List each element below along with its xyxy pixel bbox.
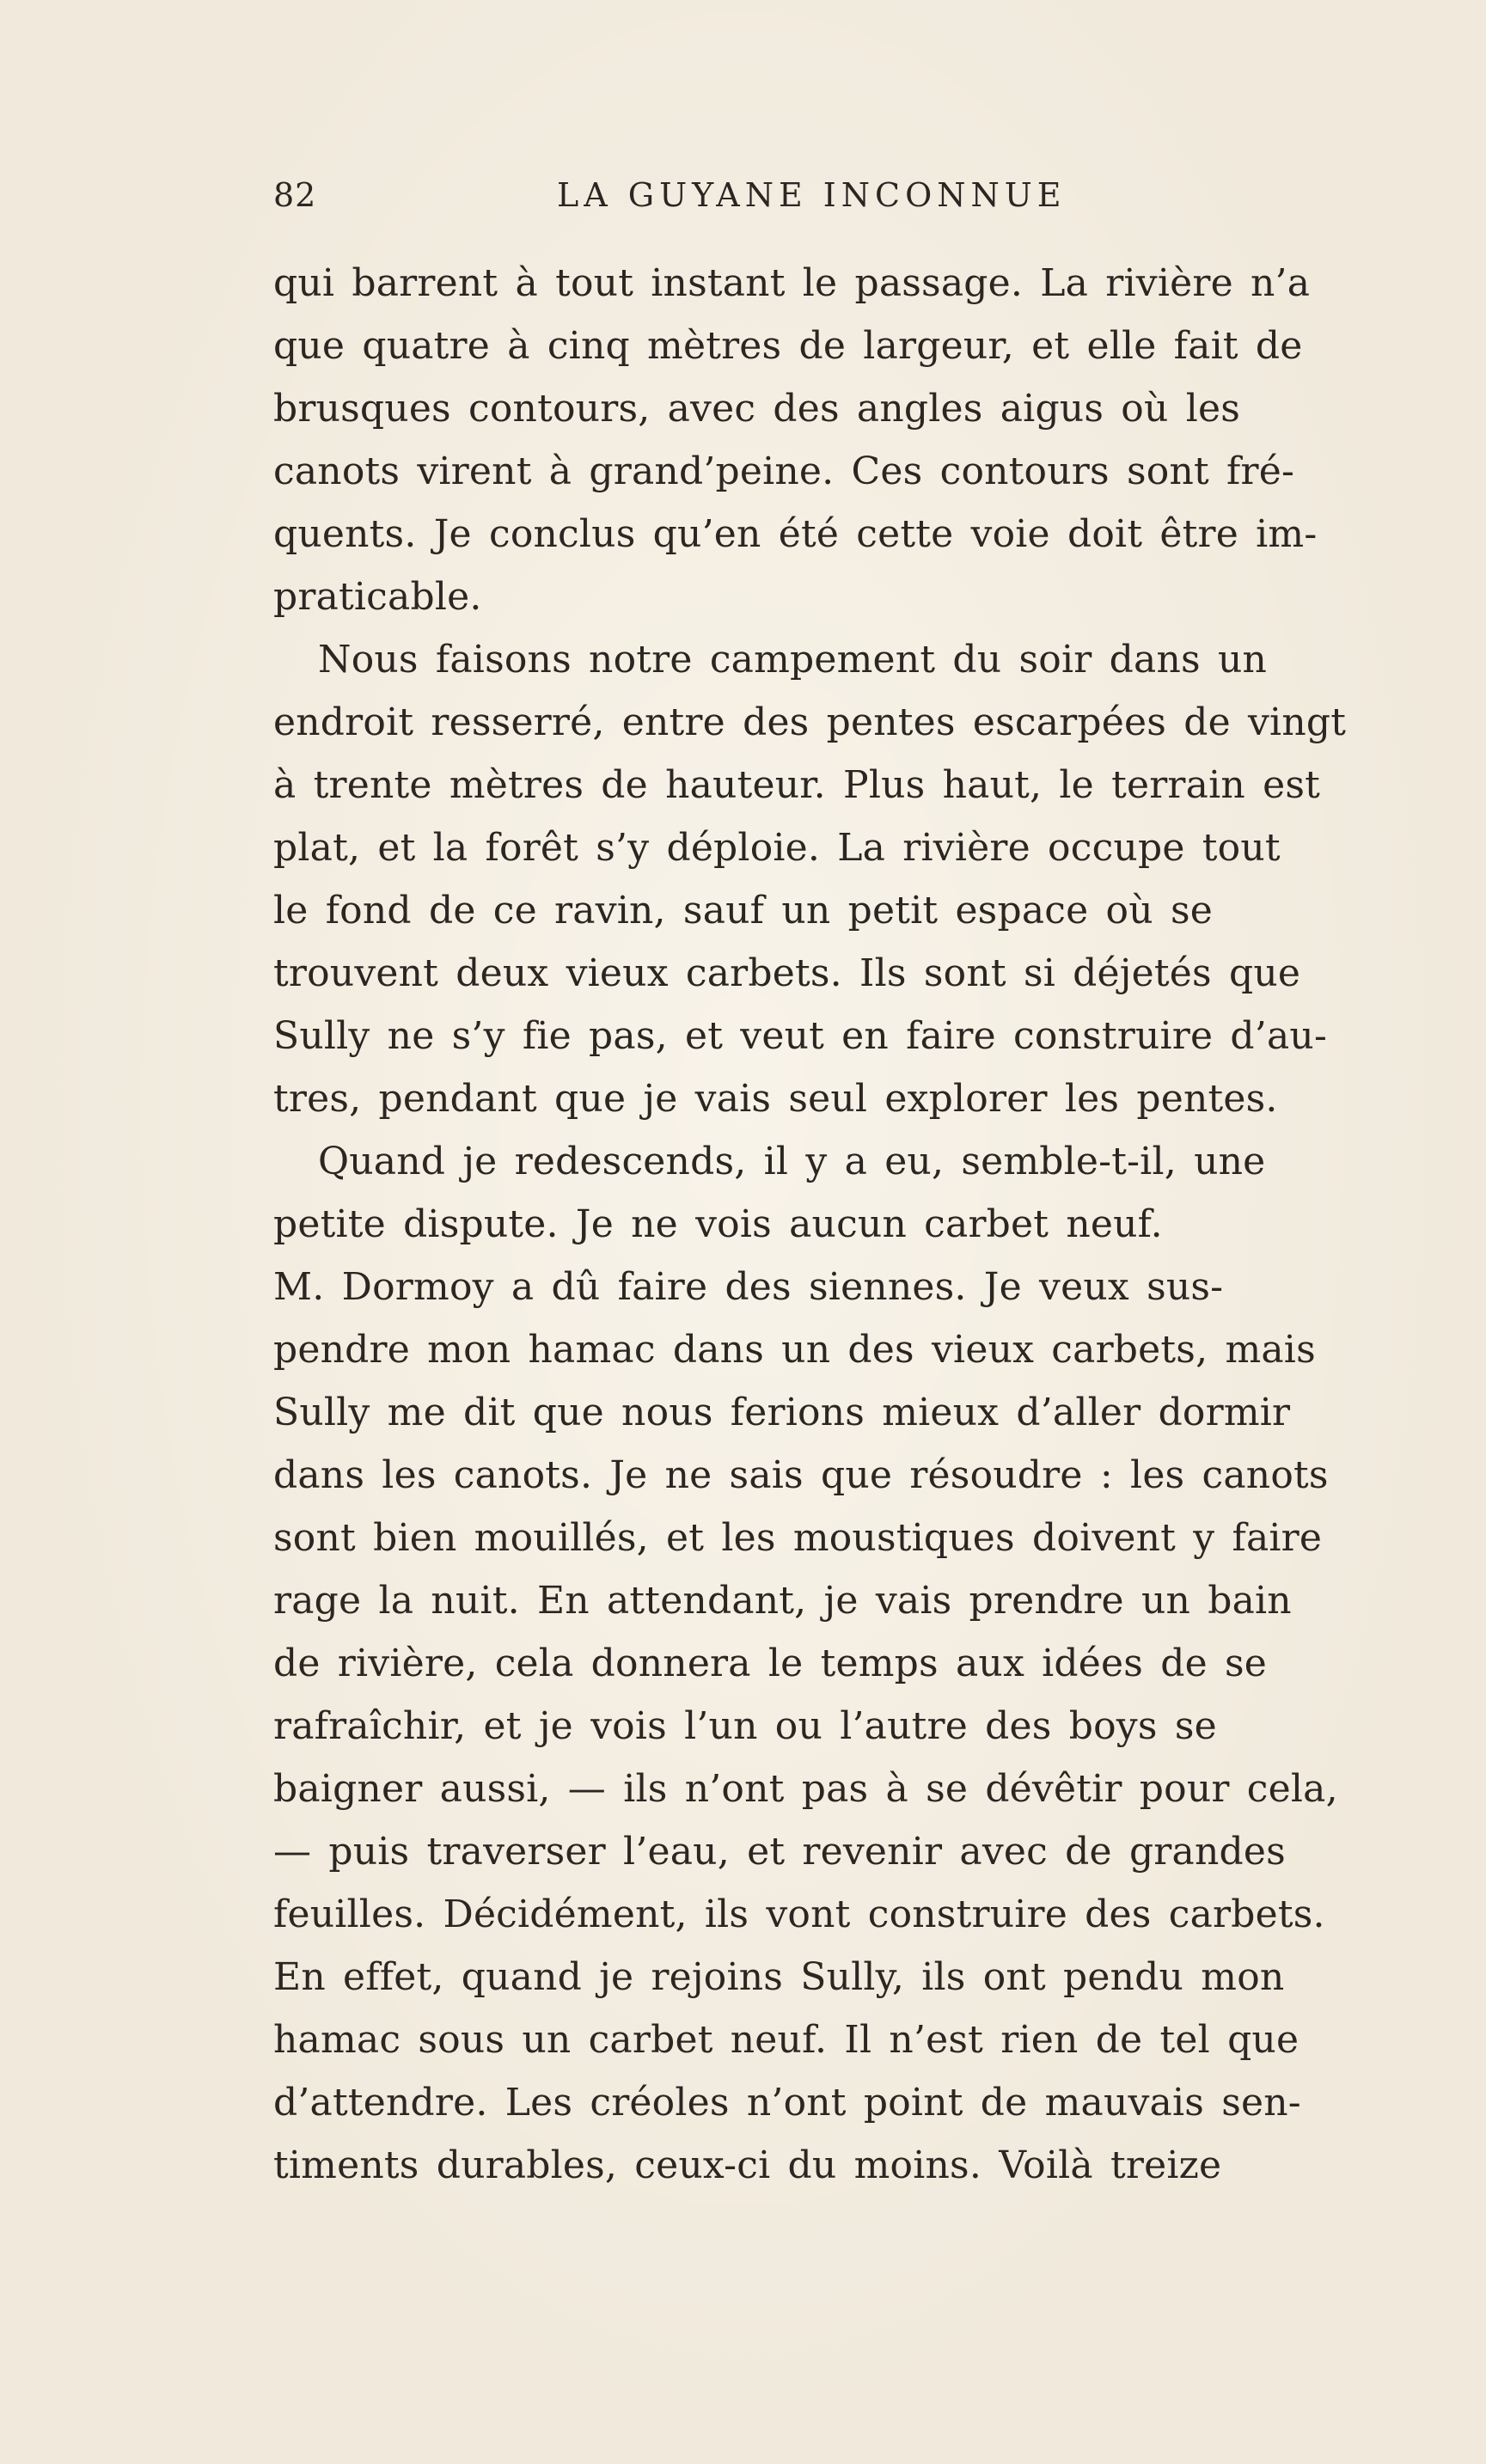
text-line: Quand je redescends, il y a eu, semble-t-il, une	[318, 1140, 1266, 1183]
text-line: rafraîchir, et je vois l’un ou l’autre des boys se	[273, 1704, 1217, 1748]
text-line: Sully ne s’y fie pas, et veut en faire construire d’au-	[273, 1014, 1328, 1058]
text-line: baigner aussi, — ils n’ont pas à se dévêtir pour cela,	[273, 1767, 1338, 1811]
text-line: qui barrent à tout instant le passage. La rivière n’a	[273, 261, 1311, 305]
text-line: endroit resserré, entre des pentes escarpées de vingt	[273, 700, 1347, 744]
text-line: feuilles. Décidément, ils vont construire des carbets.	[273, 1892, 1325, 1936]
text-line: de rivière, cela donnera le temps aux idées de se	[273, 1642, 1268, 1685]
text-line: dans les canots. Je ne sais que résoudre : les canots	[273, 1453, 1329, 1497]
text-line: praticable.	[273, 575, 482, 619]
text-line: trouvent deux vieux carbets. Ils sont si déjetés que	[273, 951, 1301, 995]
text-line: quents. Je conclus qu’en été cette voie doit être im-	[273, 512, 1318, 556]
text-line: brusques contours, avec des angles aigus où les	[273, 387, 1241, 431]
text-line: Nous faisons notre campement du soir dans un	[318, 638, 1268, 682]
text-line: M. Dormoy a dû faire des siennes. Je veux sus-	[273, 1265, 1224, 1309]
text-line: que quatre à cinq mètres de largeur, et elle fait de	[273, 324, 1303, 368]
text-line: Sully me dit que nous ferions mieux d’aller dormir	[273, 1391, 1291, 1434]
text-line: En effet, quand je rejoins Sully, ils ont pendu mon	[273, 1955, 1285, 1999]
text-line: timents durables, ceux-ci du moins. Voilà treize	[273, 2143, 1222, 2187]
body-text	[273, 252, 1379, 2197]
text-line: le fond de ce ravin, sauf un petit espace où se	[273, 889, 1213, 932]
text-line: sont bien mouillés, et les moustiques doivent y faire	[273, 1516, 1323, 1560]
running-title: LA GUYANE INCONNUE	[557, 176, 1067, 214]
text-line: — puis traverser l’eau, et revenir avec de grandes	[273, 1830, 1286, 1874]
text-line: pendre mon hamac dans un des vieux carbets, mais	[273, 1328, 1316, 1372]
page-number: 82	[273, 176, 317, 214]
text-line: hamac sous un carbet neuf. Il n’est rien de tel que	[273, 2018, 1299, 2062]
page-header	[273, 176, 1090, 228]
text-line: rage la nuit. En attendant, je vais prendre un bain	[273, 1579, 1292, 1623]
text-line: plat, et la forêt s’y déploie. La rivière occupe tout	[273, 826, 1281, 870]
text-line: d’attendre. Les créoles n’ont point de mauvais sen-	[273, 2081, 1301, 2125]
text-line: à trente mètres de hauteur. Plus haut, le terrain est	[273, 763, 1320, 807]
text-line: canots virent à grand’peine. Ces contours sont fré-	[273, 449, 1295, 493]
text-line: petite dispute. Je ne vois aucun carbet neuf.	[273, 1202, 1163, 1246]
text-line: tres, pendant que je vais seul explorer les pentes.	[273, 1077, 1278, 1121]
